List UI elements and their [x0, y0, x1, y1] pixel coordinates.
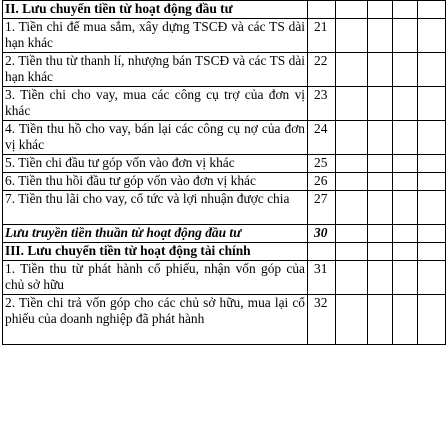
row-code: 22	[308, 53, 336, 87]
empty-cell	[336, 1, 368, 19]
empty-cell	[418, 243, 446, 261]
row-code: 23	[308, 87, 336, 121]
empty-cell	[368, 53, 393, 87]
empty-cell	[368, 225, 393, 243]
empty-cell	[368, 295, 393, 345]
table-row	[3, 225, 446, 243]
table-row	[3, 243, 446, 261]
empty-cell	[368, 19, 393, 53]
cash-flow-table	[2, 0, 446, 345]
empty-cell	[418, 155, 446, 173]
empty-cell	[368, 121, 393, 155]
empty-cell	[418, 1, 446, 19]
empty-cell	[418, 191, 446, 225]
row-code: 24	[308, 121, 336, 155]
empty-cell	[418, 173, 446, 191]
row-code: 27	[308, 191, 336, 225]
empty-cell	[368, 261, 393, 295]
empty-cell	[393, 87, 418, 121]
table-row	[3, 191, 446, 225]
empty-cell	[418, 225, 446, 243]
empty-cell	[368, 191, 393, 225]
table-row	[3, 1, 446, 19]
empty-cell	[418, 87, 446, 121]
row-code: 31	[308, 261, 336, 295]
empty-cell	[336, 225, 368, 243]
row-description: 6. Tiền thu hồi đầu tư góp vốn vào đơn vị khác	[3, 173, 308, 191]
empty-cell	[393, 19, 418, 53]
empty-cell	[393, 1, 418, 19]
table-row	[3, 173, 446, 191]
empty-cell	[336, 243, 368, 261]
empty-cell	[368, 87, 393, 121]
table-row	[3, 53, 446, 87]
empty-cell	[336, 173, 368, 191]
table-row	[3, 87, 446, 121]
empty-cell	[336, 121, 368, 155]
empty-cell	[368, 155, 393, 173]
table-row	[3, 155, 446, 173]
empty-cell	[418, 261, 446, 295]
empty-cell	[418, 19, 446, 53]
table-row	[3, 295, 446, 345]
row-code: 26	[308, 173, 336, 191]
empty-cell	[393, 173, 418, 191]
row-code: 21	[308, 19, 336, 53]
row-description: 7. Tiền thu lãi cho vay, cổ tức và lợi nhuận được chia	[3, 191, 308, 225]
row-code	[308, 243, 336, 261]
empty-cell	[393, 121, 418, 155]
table-row	[3, 261, 446, 295]
empty-cell	[336, 295, 368, 345]
row-description: 5. Tiền chi đầu tư góp vốn vào đơn vị khác	[3, 155, 308, 173]
table-row	[3, 121, 446, 155]
row-code	[308, 1, 336, 19]
row-description: 3. Tiền chi cho vay, mua các công cụ trợ của đơn vị khác	[3, 87, 308, 121]
empty-cell	[393, 243, 418, 261]
row-description: 1. Tiền chi để mua sắm, xây dựng TSCĐ và các TS dài hạn khác	[3, 19, 308, 53]
section-heading-financing: III. Lưu chuyển tiền từ hoạt động tài chính	[3, 243, 308, 261]
empty-cell	[393, 155, 418, 173]
empty-cell	[368, 243, 393, 261]
empty-cell	[418, 121, 446, 155]
row-code: 30	[308, 225, 336, 243]
empty-cell	[418, 53, 446, 87]
row-description: 1. Tiền thu từ phát hành cổ phiếu, nhận vốn góp của chủ sở hữu	[3, 261, 308, 295]
row-description: 2. Tiền thu từ thanh lí, nhượng bán TSCĐ và các TS dài hạn khác	[3, 53, 308, 87]
empty-cell	[336, 261, 368, 295]
subtotal-label-investing: Lưu truyền tiền thuần từ hoạt động đầu tư	[3, 225, 308, 243]
empty-cell	[393, 53, 418, 87]
row-code: 32	[308, 295, 336, 345]
empty-cell	[393, 261, 418, 295]
empty-cell	[336, 19, 368, 53]
empty-cell	[368, 1, 393, 19]
empty-cell	[393, 225, 418, 243]
empty-cell	[393, 191, 418, 225]
empty-cell	[418, 295, 446, 345]
empty-cell	[393, 295, 418, 345]
empty-cell	[336, 53, 368, 87]
table-row	[3, 19, 446, 53]
section-heading-investing: II. Lưu chuyển tiền từ hoạt động đầu tư	[3, 1, 308, 19]
row-code: 25	[308, 155, 336, 173]
cash-flow-table-container	[2, 0, 446, 345]
empty-cell	[368, 173, 393, 191]
empty-cell	[336, 191, 368, 225]
row-description: 4. Tiền thu hồ cho vay, bán lại các công cụ nợ của đơn vị khác	[3, 121, 308, 155]
row-description: 2. Tiền chi trả vốn góp cho các chủ sở hữu, mua lại cổ phiếu của doanh nghiệp đã phát hành	[3, 295, 308, 345]
empty-cell	[336, 155, 368, 173]
empty-cell	[336, 87, 368, 121]
